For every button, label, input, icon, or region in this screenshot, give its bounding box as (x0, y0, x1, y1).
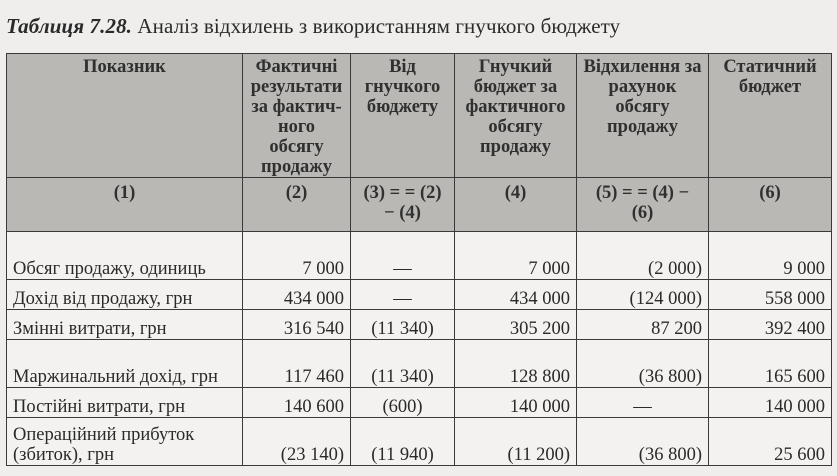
col-number-2: (2) (243, 178, 351, 232)
col-header-actual: Фактичні результати за фактич-ного обсягу продажу (243, 54, 351, 178)
col-number-5: (5) = = (4) − (6) (577, 178, 709, 232)
cell-actual: 7 000 (243, 232, 351, 280)
cell-volume-variance: (36 800) (577, 418, 709, 466)
cell-flex-budget: 140 000 (455, 388, 577, 418)
col-header-volume-variance: Відхилення за рахунок обсягу продажу (577, 54, 709, 178)
header-row (7, 54, 832, 178)
cell-static-budget: 140 000 (709, 388, 832, 418)
col-number-3: (3) = = (2) − (4) (351, 178, 455, 232)
cell-volume-variance: 87 200 (577, 310, 709, 340)
cell-static-budget: 392 400 (709, 310, 832, 340)
cell-actual: 316 540 (243, 310, 351, 340)
cell-volume-variance: (124 000) (577, 280, 709, 310)
cell-flex-budget: 7 000 (455, 232, 577, 280)
column-number-row (7, 178, 832, 232)
col-number-1: (1) (7, 178, 243, 232)
cell-static-budget: 25 600 (709, 418, 832, 466)
col-header-flex-variance: Від гнучкого бюджету (351, 54, 455, 178)
caption-title: Аналіз відхилень з використанням гнучкого бюджету (137, 14, 621, 38)
cell-static-budget: 165 600 (709, 340, 832, 388)
cell-volume-variance: (36 800) (577, 340, 709, 388)
table-row (7, 418, 832, 466)
cell-actual: 434 000 (243, 280, 351, 310)
table-row (7, 340, 832, 388)
cell-flex-variance: — (351, 280, 455, 310)
row-label: Постійні витрати, грн (7, 388, 243, 418)
col-header-indicator: Показник (7, 54, 243, 178)
cell-actual: 117 460 (243, 340, 351, 388)
table-row (7, 232, 832, 280)
col-number-4: (4) (455, 178, 577, 232)
table-caption (6, 14, 620, 39)
cell-flex-budget: 434 000 (455, 280, 577, 310)
col-number-6: (6) (709, 178, 832, 232)
cell-actual: (23 140) (243, 418, 351, 466)
cell-volume-variance: (2 000) (577, 232, 709, 280)
cell-static-budget: 558 000 (709, 280, 832, 310)
cell-flex-budget: (11 200) (455, 418, 577, 466)
row-label: Обсяг продажу, одиниць (7, 232, 243, 280)
col-header-flex-budget: Гнучкий бюджет за фактичного обсягу продажу (455, 54, 577, 178)
cell-actual: 140 600 (243, 388, 351, 418)
cell-flex-variance: (11 340) (351, 310, 455, 340)
table-row (7, 280, 832, 310)
caption-number: Таблиця 7.28. (6, 14, 133, 38)
row-label: Змінні витрати, грн (7, 310, 243, 340)
cell-flex-budget: 305 200 (455, 310, 577, 340)
cell-static-budget: 9 000 (709, 232, 832, 280)
row-label: Маржинальний дохід, грн (7, 340, 243, 388)
cell-flex-variance: (600) (351, 388, 455, 418)
table-row (7, 310, 832, 340)
table-row (7, 388, 832, 418)
cell-volume-variance: — (577, 388, 709, 418)
cell-flex-variance: (11 340) (351, 340, 455, 388)
cell-flex-variance: — (351, 232, 455, 280)
row-label: Дохід від продажу, грн (7, 280, 243, 310)
flexible-budget-table (6, 53, 832, 466)
col-header-static-budget: Статичний бюджет (709, 54, 832, 178)
cell-flex-variance: (11 940) (351, 418, 455, 466)
row-label: Операційний прибуток (збиток), грн (7, 418, 243, 466)
cell-flex-budget: 128 800 (455, 340, 577, 388)
